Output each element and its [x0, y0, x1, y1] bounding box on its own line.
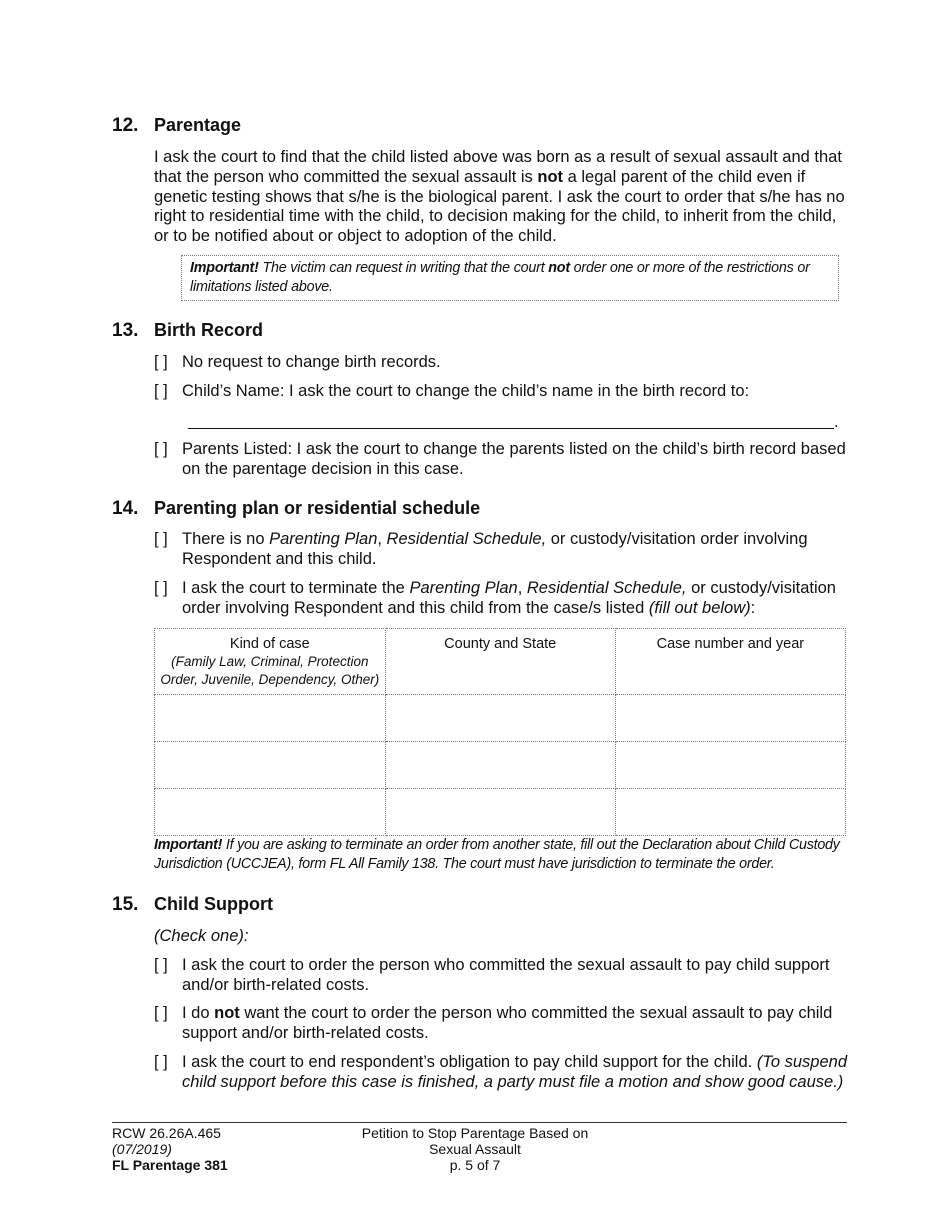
section-title: Child Support — [154, 894, 273, 914]
footer-left — [112, 1125, 228, 1173]
emphasis-not: not — [214, 1004, 240, 1022]
text-run: , — [517, 579, 527, 597]
checkbox[interactable]: [ ] — [154, 382, 168, 400]
footer-rcw: RCW 26.26A.465 — [112, 1125, 221, 1141]
text-run: I do — [182, 1004, 215, 1022]
emphasis-not: not — [537, 167, 564, 186]
check-one-instruction: (Check one): — [154, 927, 249, 945]
text-run: order one or more of the restrictions or limitations listed above. — [190, 260, 810, 295]
table-cell-input[interactable] — [615, 789, 845, 836]
italic-run: Residential Schedule, — [386, 530, 547, 548]
option-label — [182, 530, 847, 570]
parentage-request-text — [154, 148, 854, 247]
birth-record-option-child-name[interactable] — [154, 382, 854, 402]
footer-page-number: p. 5 of 7 — [449, 1157, 501, 1173]
column-header: Kind of case — [229, 636, 310, 652]
section-number: 13. — [112, 320, 139, 341]
child-name-fill-line[interactable] — [188, 428, 834, 429]
table-cell-input[interactable] — [385, 742, 615, 789]
option-label: Child’s Name: I ask the court to change the child’s name in the birth record to: — [182, 382, 750, 400]
cases-table — [154, 628, 846, 836]
child-support-option-end[interactable] — [154, 1053, 854, 1093]
section-number: 14. — [112, 498, 139, 519]
option-label — [182, 1004, 847, 1044]
birth-record-option-parents[interactable] — [154, 440, 854, 480]
important-label: Important! — [154, 837, 223, 853]
checkbox[interactable]: [ ] — [154, 530, 168, 548]
text-run: I ask the court to find that the child listed above was born as a result of sexual assault and that that the person who committed the sexual assault is — [154, 148, 842, 186]
option-label — [182, 579, 847, 619]
checkbox[interactable]: [ ] — [154, 353, 168, 371]
checkbox[interactable]: [ ] — [154, 956, 168, 974]
option-label — [182, 1053, 847, 1093]
footer-form-id: FL Parentage 381 — [112, 1157, 228, 1173]
footer-title-line: Sexual Assault — [429, 1141, 521, 1157]
table-header-row — [155, 629, 846, 695]
italic-run: (fill out below) — [648, 598, 751, 617]
table-row — [155, 695, 846, 742]
child-support-option-pay[interactable] — [154, 956, 854, 996]
section-number: 12. — [112, 115, 139, 136]
section-14-heading — [112, 498, 480, 520]
section-number: 15. — [112, 894, 139, 915]
text-run: or custody/visitation order involving Respondent and this child from the case/s listed — [182, 579, 836, 617]
column-subheader: (Family Law, Criminal, Protection Order, Juvenile, Dependency, Other) — [160, 654, 380, 687]
header-case-number: Case number and year — [615, 629, 845, 695]
text-run: a legal parent of the child even if genetic testing shows that s/he is the biological parent. I ask the court to order that s/he has no right to residential time with the child, to decision making for the child, to inherit from the child, or to be notified about or object to adoption of the child. — [154, 167, 845, 246]
italic-run: (To suspend child support before this case is finished, a party must file a motion and show good cause.) — [182, 1053, 848, 1091]
table-row — [155, 742, 846, 789]
footer-title-line: Petition to Stop Parentage Based on — [361, 1125, 589, 1141]
checkbox[interactable]: [ ] — [154, 1053, 168, 1071]
table-cell-input[interactable] — [615, 742, 845, 789]
jurisdiction-important-note — [154, 836, 854, 874]
text-run: , — [377, 530, 387, 548]
text-run: If you are asking to terminate an order from another state, fill out the Declaration about Child Custody Jurisdiction (UCCJEA), form FL All Family 138. The court must have jurisdiction to terminate the order. — [154, 837, 840, 872]
section-title: Parentage — [154, 115, 242, 135]
checkbox[interactable]: [ ] — [154, 1004, 168, 1022]
child-support-option-not-pay[interactable] — [154, 1004, 854, 1044]
table-cell-input[interactable] — [155, 789, 386, 836]
header-county-state: County and State — [385, 629, 615, 695]
parenting-plan-option-none[interactable] — [154, 530, 854, 570]
line-end-period: . — [834, 413, 839, 431]
footer-center — [345, 1125, 605, 1173]
footer-divider — [112, 1122, 847, 1123]
text-run: There is no — [182, 530, 270, 548]
italic-run: Parenting Plan — [269, 530, 378, 548]
text-run: The victim can request in writing that the court — [258, 260, 549, 276]
italic-run: Parenting Plan — [409, 579, 518, 597]
section-13-heading — [112, 320, 263, 342]
footer-date: (07/2019) — [112, 1141, 172, 1157]
text-run: want the court to order the person who committed the sexual assault to pay child support and/or birth-related costs. — [182, 1004, 833, 1042]
table-cell-input[interactable] — [155, 695, 386, 742]
section-title: Birth Record — [154, 320, 264, 340]
table-cell-input[interactable] — [385, 695, 615, 742]
important-label: Important! — [190, 260, 259, 276]
text-run: I ask the court to end respondent’s obligation to pay child support for the child. — [182, 1053, 757, 1071]
birth-record-option-no-change[interactable] — [154, 353, 854, 373]
section-12-heading — [112, 115, 241, 137]
text-run: : — [750, 598, 756, 617]
important-notice-box — [181, 255, 839, 301]
emphasis-not: not — [548, 260, 570, 276]
text-run: or custody/visitation order involving Respondent and this child. — [182, 530, 808, 568]
text-run: I ask the court to terminate the — [182, 579, 410, 597]
checkbox[interactable]: [ ] — [154, 579, 168, 597]
section-15-heading — [112, 894, 273, 916]
option-label: Parents Listed: I ask the court to change the parents listed on the child’s birth record based on the parentage decision in this case. — [182, 440, 846, 478]
table-cell-input[interactable] — [155, 742, 386, 789]
italic-run: Residential Schedule, — [526, 579, 687, 597]
option-label: I ask the court to order the person who committed the sexual assault to pay child support and/or birth-related costs. — [182, 956, 830, 994]
table-row — [155, 789, 846, 836]
table-cell-input[interactable] — [385, 789, 615, 836]
header-kind-of-case — [155, 629, 386, 695]
section-title: Parenting plan or residential schedule — [154, 498, 481, 518]
option-label: No request to change birth records. — [182, 353, 441, 371]
table-cell-input[interactable] — [615, 695, 845, 742]
parenting-plan-option-terminate[interactable] — [154, 579, 854, 619]
checkbox[interactable]: [ ] — [154, 440, 168, 458]
